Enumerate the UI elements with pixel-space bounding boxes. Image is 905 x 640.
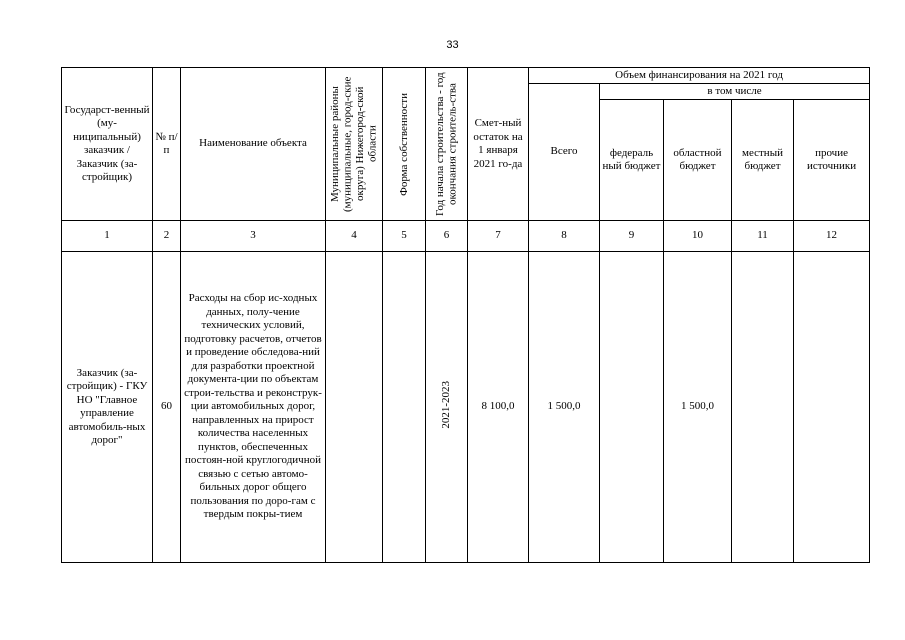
column-number: 8 xyxy=(529,221,600,252)
column-number: 1 xyxy=(62,221,153,252)
column-number: 2 xyxy=(153,221,181,252)
header-other: прочие источники xyxy=(794,100,870,221)
column-number: 11 xyxy=(732,221,794,252)
column-number: 3 xyxy=(181,221,326,252)
column-number: 9 xyxy=(600,221,664,252)
row-description: Расходы на сбор ис-ходных данных, полу-чение технических условий, подготовку расчетов, отчетов и проведение обследова-ний для разработки проектной документа-ции по объектам строи-тельства и реконструк-ции автомобильных дорог, направленных на прирост количества населенных пунктов, обеспеченных постоян-ной круглогодичной связью с сетью автомо-бильных дорог общего пользования по доро-гам с твердым покры-тием xyxy=(181,252,326,563)
header-total: Всего xyxy=(529,84,600,221)
row-customer: Заказчик (за-стройщик) - ГКУ НО "Главное управление автомобиль-ных дорог" xyxy=(62,252,153,563)
column-number: 7 xyxy=(468,221,529,252)
column-number: 4 xyxy=(326,221,383,252)
row-federal xyxy=(600,252,664,563)
header-customer: Государст-венный (му-ниципальный) заказчик / Заказчик (за-стройщик) xyxy=(62,68,153,221)
row-local xyxy=(732,252,794,563)
table-row xyxy=(62,252,870,563)
header-districts xyxy=(326,68,383,221)
row-total: 1 500,0 xyxy=(529,252,600,563)
header-estimate: Смет-ный остаток на 1 января 2021 го-да xyxy=(468,68,529,221)
column-number: 5 xyxy=(383,221,426,252)
row-districts xyxy=(326,252,383,563)
header-ownership-text: Форма собственности xyxy=(397,92,410,196)
header-including: в том числе xyxy=(600,84,870,100)
row-ownership xyxy=(383,252,426,563)
row-years xyxy=(426,252,468,563)
column-number: 6 xyxy=(426,221,468,252)
row-years-text: 2021-2023 xyxy=(439,380,452,429)
row-regional: 1 500,0 xyxy=(664,252,732,563)
header-regional: областной бюджет xyxy=(664,100,732,221)
header-funding: Объем финансирования на 2021 год xyxy=(529,68,870,84)
row-number: 60 xyxy=(153,252,181,563)
header-number: № п/п xyxy=(153,68,181,221)
column-number: 12 xyxy=(794,221,870,252)
header-federal: федераль ный бюджет xyxy=(600,100,664,221)
page-number: 33 xyxy=(446,39,459,51)
row-estimate: 8 100,0 xyxy=(468,252,529,563)
column-numbers-row xyxy=(62,221,870,252)
financing-table xyxy=(61,67,870,563)
header-years xyxy=(426,68,468,221)
row-other xyxy=(794,252,870,563)
header-local: местный бюджет xyxy=(732,100,794,221)
header-object-name: Наименование объекта xyxy=(181,68,326,221)
header-years-text: Год начала строительства - год окончания строитель-ства xyxy=(434,72,459,216)
header-ownership xyxy=(383,68,426,221)
header-districts-text: Муниципальные районы (муниципальные, город-ские округа) Нижегород-ской области xyxy=(329,76,379,212)
column-number: 10 xyxy=(664,221,732,252)
